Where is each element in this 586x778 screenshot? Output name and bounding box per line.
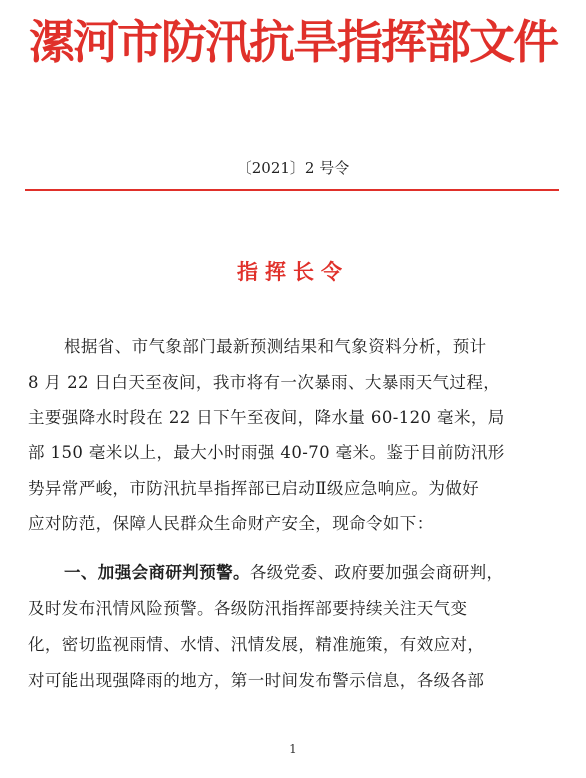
section-1-text: 各级党委、政府要加强会商研判， [249,563,504,582]
body-line-2: 8 月 22 日白天至夜间，我市将有一次暴雨、大暴雨天气过程， [28,373,501,392]
issuer-header: 漯河市防汛抗旱指挥部文件 [29,15,557,69]
section-1-heading: 一、加强会商研判预警。 [64,563,250,582]
body-line-9: 化，密切监视雨情、水情、汛情发展，精准施策，有效应对， [28,635,485,654]
body-line-1: 根据省、市气象部门最新预测结果和气象资料分析，预计 [64,337,487,356]
body-line-3: 主要强降水时段在 22 日下午至夜间，降水量 60-120 毫米，局 [28,408,505,427]
body-line-6: 应对防范，保障人民群众生命财产安全，现命令如下： [28,514,434,533]
section-1-line-1 [28,562,558,584]
body-line-10: 对可能出现强降雨的地方，第一时间发布警示信息，各级各部 [28,671,485,690]
red-divider-line [25,189,559,191]
body-line-8: 及时发布汛情风险预警。各级防汛指挥部要持续关注天气变 [28,599,468,618]
body-line-4: 部 150 毫米以上，最大小时雨强 40-70 毫米。鉴于目前防汛形 [28,443,505,462]
document-number: 〔2021〕2 号令 [236,159,350,177]
body-line-5: 势异常严峻，市防汛抗旱指挥部已启动Ⅱ级应急响应。为做好 [28,479,480,498]
document-title: 指挥长令 [237,259,349,284]
page-number: 1 [289,742,297,756]
